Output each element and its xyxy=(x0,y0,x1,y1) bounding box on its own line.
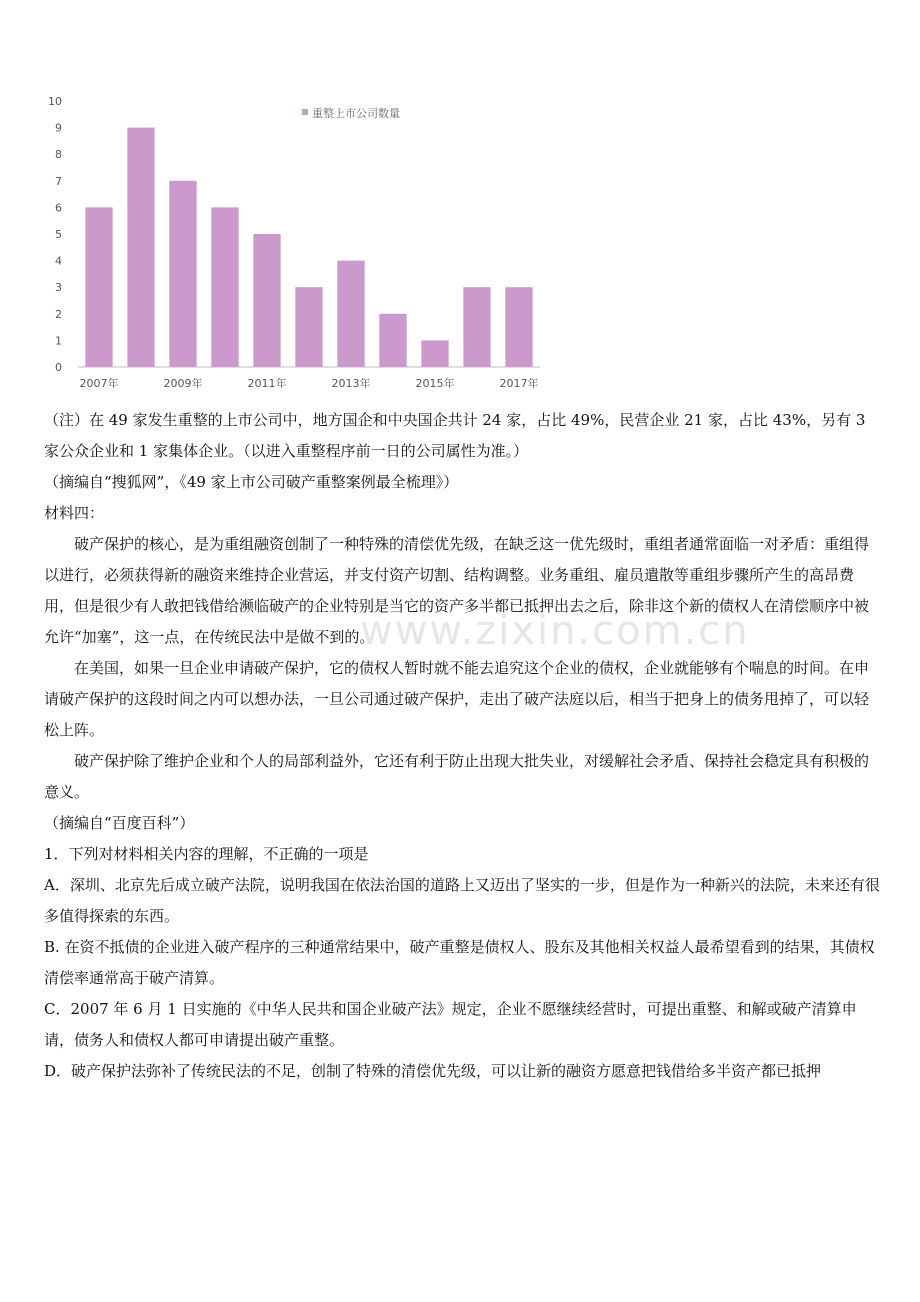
y-tick-label: 8 xyxy=(55,148,62,162)
question: 1．下列对材料相关内容的理解，不正确的一项是 xyxy=(44,845,369,863)
bar xyxy=(421,340,448,367)
option-b: B. 在资不抵债的企业进入破产程序的三种通常结果中，破产重整是债权人、股东及其他相关权益人最希望看到的结果，其债权清偿率通常高于破产清算。 xyxy=(44,938,875,987)
bar xyxy=(253,234,280,367)
bar xyxy=(463,287,490,367)
bar xyxy=(295,287,322,367)
legend xyxy=(302,106,400,120)
option-c: C．2007 年 6 月 1 日实施的《中华人民共和国企业破产法》规定，企业不愿继续经营时，可提出重整、和解或破产清算申请，债务人和债权人都可申请提出破产重整。 xyxy=(44,1000,857,1049)
document-body xyxy=(44,405,880,1087)
x-tick-label: 2017年 xyxy=(499,377,539,390)
x-tick-label: 2011年 xyxy=(247,377,287,390)
y-tick-label: 1 xyxy=(55,334,62,348)
section-heading: 材料四： xyxy=(44,504,105,522)
paragraph: 在美国，如果一旦企业申请破产保护，它的债权人暂时就不能去追究这个企业的债权，企业就能够有个喘息的时间。在申请破产保护的这段时间之内可以想办法，一旦公司通过破产保护，走出了破产法庭以后，相当于把身上的债务甩掉了，可以轻松上阵。 xyxy=(44,659,870,739)
bar xyxy=(169,181,196,367)
source-citation: （摘编自“百度百科”） xyxy=(44,814,195,832)
source-citation: （摘编自“搜狐网”，《49 家上市公司破产重整案例最全梳理》） xyxy=(44,473,459,491)
watermark: www.zixin.com.cn xyxy=(360,608,750,654)
bar xyxy=(505,287,532,367)
bar-chart xyxy=(0,0,560,400)
bars-group xyxy=(85,128,532,367)
y-tick-label: 2 xyxy=(55,307,62,321)
y-tick-label: 7 xyxy=(55,174,62,188)
y-tick-label: 5 xyxy=(55,228,62,241)
x-axis-ticks xyxy=(80,376,539,390)
paragraph: 破产保护除了维护企业和个人的局部利益外，它还有利于防止出现大批失业，对缓解社会矛盾、保持社会稳定具有积极的意义。 xyxy=(44,752,870,801)
option-d: D．破产保护法弥补了传统民法的不足，创制了特殊的清偿优先级，可以让新的融资方愿意把钱借给多半资产都已抵押 xyxy=(44,1062,822,1080)
y-tick-label: 6 xyxy=(55,201,62,215)
legend-label: 重整上市公司数量 xyxy=(312,107,400,120)
y-tick-label: 4 xyxy=(55,254,62,268)
bar xyxy=(211,207,238,367)
y-axis-ticks xyxy=(48,95,62,374)
x-tick-label: 2013年 xyxy=(331,377,371,390)
bar xyxy=(379,314,406,367)
y-tick-label: 0 xyxy=(55,361,62,374)
bar xyxy=(127,128,154,367)
x-tick-label: 2015年 xyxy=(415,377,455,390)
chart-note: （注）在 49 家发生重整的上市公司中，地方国企和中央国企共计 24 家，占比 49%，民营企业 21 家，占比 43%，另有 3 家公众企业和 1 家集体企业。（以进入重整程序前一日的公司属性为准。） xyxy=(44,411,866,460)
bar xyxy=(337,261,364,367)
legend-swatch xyxy=(302,109,308,115)
y-tick-label: 3 xyxy=(55,281,62,295)
y-tick-label: 9 xyxy=(55,121,62,135)
option-a: A．深圳、北京先后成立破产法院，说明我国在依法治国的道路上又迈出了坚实的一步，但是作为一种新兴的法院，未来还有很多值得探索的东西。 xyxy=(44,876,880,925)
bar xyxy=(85,207,112,367)
paragraph: 破产保护的核心，是为重组融资创制了一种特殊的清偿优先级，在缺乏这一优先级时，重组者通常面临一对矛盾：重组得以进行，必须获得新的融资来维持企业营运，并支付资产切割、结构调整。业务重组、雇员遣散等重组步骤所产生的高昂费用，但是很少有人敢把钱借给濒临破产的企业特别是当它的资产多半都已抵押出去之后，除非这个新的债权人在清偿顺序中被允许“加塞”，这一点，在传统民法中是做不到的。 xyxy=(44,535,870,646)
x-tick-label: 2009年 xyxy=(163,377,203,390)
y-tick-label: 10 xyxy=(48,95,62,108)
x-tick-label: 2007年 xyxy=(79,377,119,390)
